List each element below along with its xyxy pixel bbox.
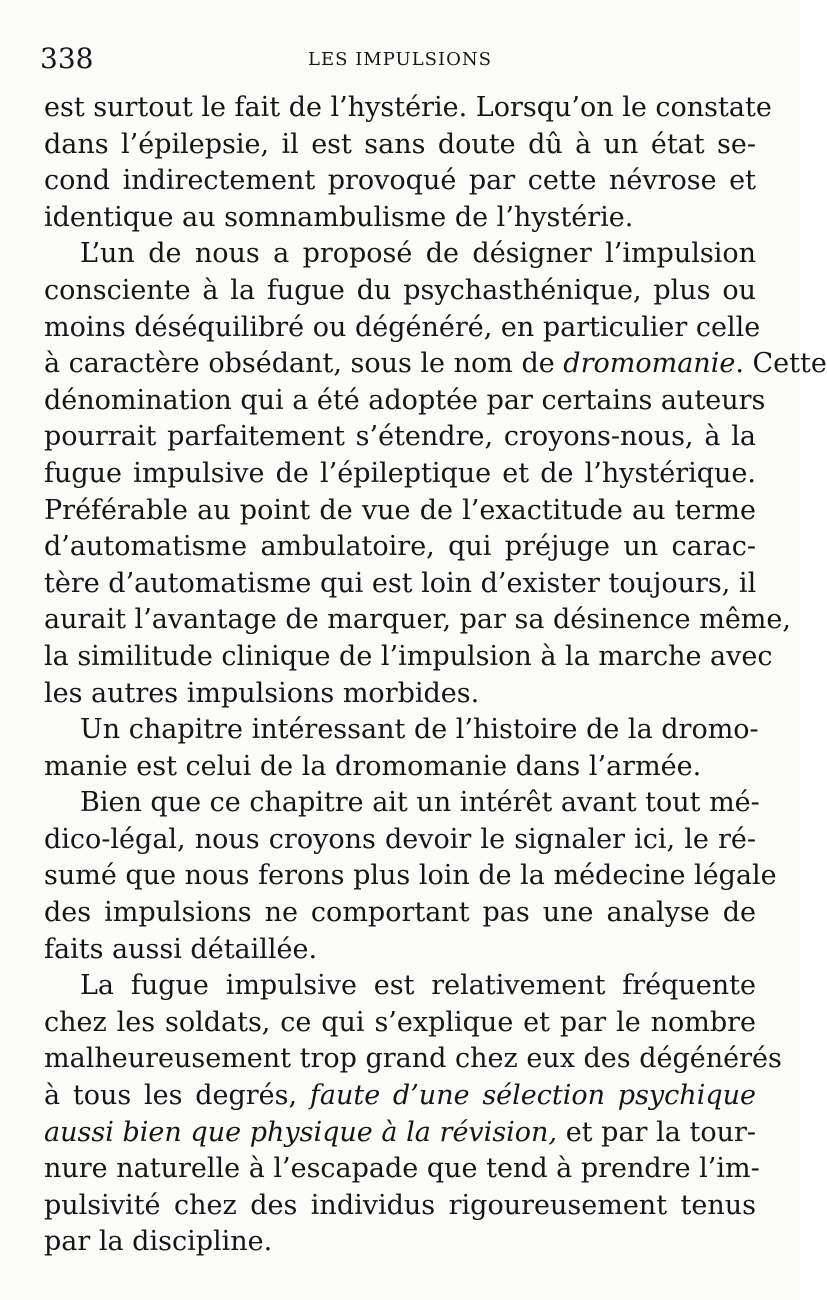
text-line: [44, 1078, 756, 1115]
text-line: [44, 1041, 782, 1078]
text-segment: dénomination qui a été adoptée par certains auteurs: [44, 384, 766, 416]
text-line: [44, 90, 772, 127]
running-title: LES IMPULSIONS: [308, 49, 492, 70]
italic-text: dromomanie: [563, 348, 736, 380]
text-segment: . Cette: [735, 348, 827, 380]
text-segment: L’un de nous a proposé de désigner l’impulsion: [80, 238, 756, 270]
body-text: [44, 90, 827, 1261]
text-line: [44, 529, 756, 566]
text-segment: Un chapitre intéressant de l’histoire de la dromo-: [80, 714, 759, 746]
page-header: [40, 42, 760, 76]
text-segment: pourrait parfaitement s’étendre, croyons-nous, à la: [44, 421, 756, 453]
text-line: [44, 676, 756, 713]
text-line: [44, 383, 766, 420]
text-segment: la similitude clinique de l’impulsion à la marche avec: [44, 640, 773, 672]
text-segment: cond indirectement provoqué par cette névrose et: [44, 165, 756, 197]
text-segment: nure naturelle à l’escapade que tend à prendre l’im-: [44, 1153, 760, 1185]
text-line: [44, 785, 760, 822]
text-segment: moins déséquilibré ou dégénéré, en particulier celle: [44, 311, 761, 343]
text-line: [44, 932, 756, 969]
text-line: [44, 346, 827, 383]
text-segment: à tous les degrés,: [44, 1080, 310, 1112]
italic-text: aussi bien que physique à la révision,: [44, 1116, 558, 1148]
text-line: [44, 127, 756, 164]
text-segment: Bien que ce chapitre ait un intérêt avant tout mé-: [80, 787, 760, 819]
text-line: [44, 822, 756, 859]
text-line: [44, 602, 791, 639]
text-line: [44, 749, 756, 786]
text-segment: dico-légal, nous croyons devoir le signaler ici, le ré-: [44, 823, 756, 855]
text-segment: chez les soldats, ce qui s’explique et par le nombre: [44, 1006, 756, 1038]
text-segment: aurait l’avantage de marquer, par sa désinence même,: [44, 604, 791, 636]
text-line: [44, 858, 777, 895]
text-segment: malheureusement trop grand chez eux des dégénérés: [44, 1043, 782, 1075]
text-line: [44, 1224, 756, 1261]
text-segment: faits aussi détaillée.: [44, 933, 318, 965]
text-segment: manie est celui de la dromomanie dans l’armée.: [44, 750, 702, 782]
text-segment: et par la tour-: [557, 1116, 756, 1148]
text-segment: les autres impulsions morbides.: [44, 677, 480, 709]
text-line: [44, 968, 756, 1005]
text-segment: identique au somnambulisme de l’hystérie.: [44, 201, 634, 233]
text-segment: fugue impulsive de l’épileptique et de l’hystérique.: [44, 457, 756, 489]
text-line: [44, 895, 756, 932]
text-line: [44, 310, 761, 347]
text-line: [44, 566, 756, 603]
page-number: 338: [40, 42, 94, 75]
text-line: [44, 273, 756, 310]
text-segment: Préférable au point de vue de l’exactitude au terme: [44, 494, 756, 526]
text-line: [44, 712, 759, 749]
text-line: [44, 493, 756, 530]
text-line: [44, 236, 756, 273]
text-segment: à caractère obsédant, sous le nom de: [44, 348, 564, 380]
text-line: [44, 200, 756, 237]
text-segment: est surtout le fait de l’hystérie. Lorsqu’on le constate: [44, 92, 772, 123]
text-line: [44, 1005, 756, 1042]
text-segment: tère d’automatisme qui est loin d’exister toujours, il: [44, 567, 757, 599]
text-line: [44, 639, 773, 676]
text-segment: pulsivité chez des individus rigoureusement tenus: [44, 1189, 756, 1221]
text-segment: dans l’épilepsie, il est sans doute dû à un état se-: [44, 128, 756, 160]
text-line: [44, 419, 756, 456]
text-line: [44, 1115, 756, 1152]
text-line: [44, 1188, 756, 1225]
text-line: [44, 163, 756, 200]
text-segment: sumé que nous ferons plus loin de la médecine légale: [44, 860, 777, 892]
text-segment: d’automatisme ambulatoire, qui préjuge un carac-: [44, 531, 756, 563]
text-line: [44, 1151, 760, 1188]
text-segment: consciente à la fugue du psychasthénique, plus ou: [44, 274, 756, 306]
text-segment: par la discipline.: [44, 1226, 273, 1258]
italic-text: faute d’une sélection psychique: [309, 1080, 756, 1112]
text-line: [44, 456, 756, 493]
text-segment: La fugue impulsive est relativement fréquente: [80, 970, 756, 1002]
text-segment: des impulsions ne comportant pas une analyse de: [44, 897, 756, 929]
